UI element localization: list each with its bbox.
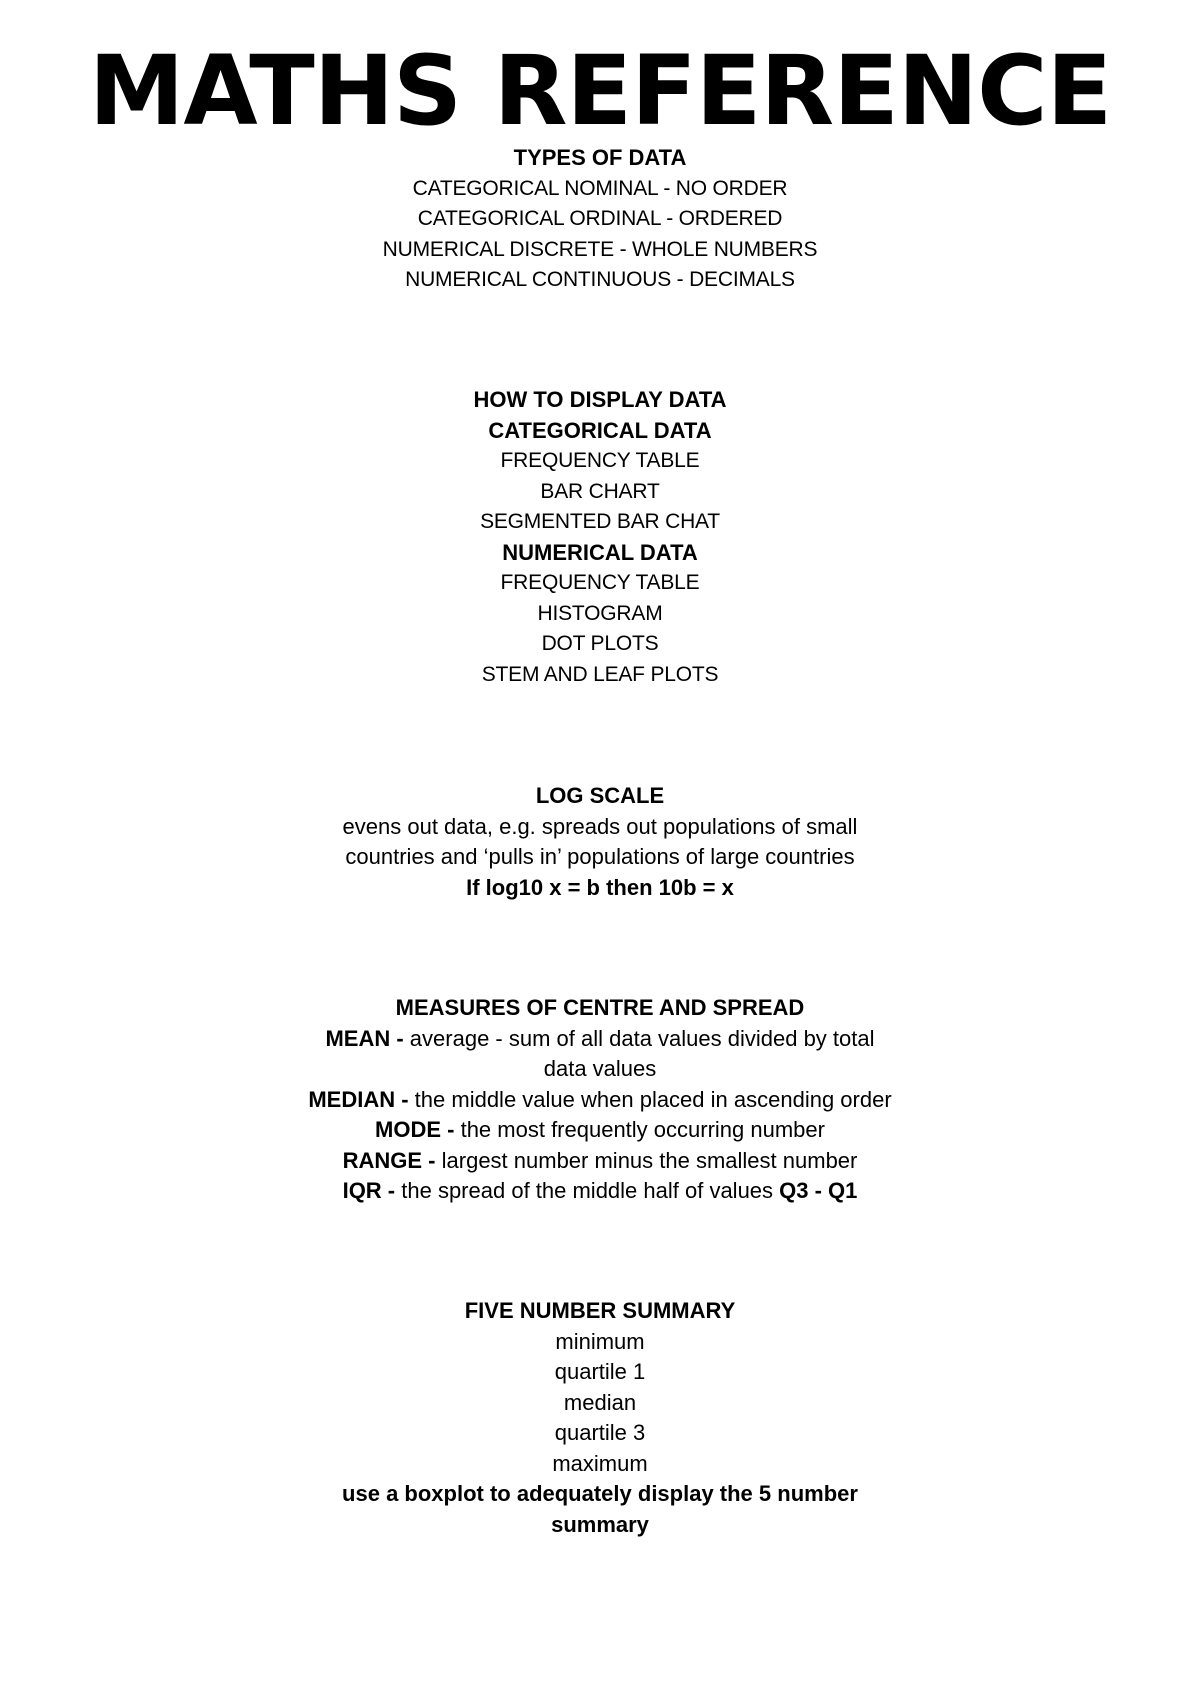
range-definition xyxy=(0,1146,1200,1177)
display-data-heading: HOW TO DISPLAY DATA xyxy=(473,387,727,412)
data-type-item: NUMERICAL CONTINUOUS - DECIMALS xyxy=(405,268,795,291)
log-scale-section xyxy=(0,781,1200,903)
types-of-data-heading: TYPES OF DATA xyxy=(513,145,687,170)
iqr-definition xyxy=(0,1176,1200,1207)
categorical-display-item: FREQUENCY TABLE xyxy=(500,449,700,472)
mean-text: average - sum of all data values divided by total xyxy=(403,1025,875,1051)
data-type-item: CATEGORICAL NOMINAL - NO ORDER xyxy=(412,176,788,200)
numerical-display-item: HISTOGRAM xyxy=(537,601,663,625)
types-of-data-section xyxy=(0,143,1200,296)
data-type-item: NUMERICAL DISCRETE - WHOLE NUMBERS xyxy=(382,237,818,261)
summary-item: maximum xyxy=(552,1450,648,1476)
categorical-data-heading: CATEGORICAL DATA xyxy=(488,417,712,443)
numerical-display-item: STEM AND LEAF PLOTS xyxy=(481,662,719,686)
mean-definition-continued: data values xyxy=(543,1056,657,1081)
summary-item: quartile 3 xyxy=(554,1420,646,1445)
mean-term: MEAN - xyxy=(325,1025,404,1051)
numerical-display-item: DOT PLOTS xyxy=(541,632,659,655)
iqr-formula: Q3 - Q1 xyxy=(779,1178,858,1203)
log-scale-description: countries and ‘pulls in’ populations of large countries xyxy=(345,844,855,869)
median-definition xyxy=(0,1085,1200,1116)
display-data-section xyxy=(0,385,1200,690)
summary-item: median xyxy=(563,1389,637,1415)
range-text: largest number minus the smallest number xyxy=(435,1147,858,1173)
mean-definition xyxy=(0,1024,1200,1055)
median-text: the middle value when placed in ascending order xyxy=(408,1086,892,1112)
log-scale-description: evens out data, e.g. spreads out populations of small xyxy=(342,813,858,839)
centre-spread-heading: MEASURES OF CENTRE AND SPREAD xyxy=(395,995,805,1020)
median-term: MEDIAN - xyxy=(308,1086,409,1112)
page-title: MATHS REFERENCE xyxy=(88,35,1112,147)
five-number-summary-section xyxy=(0,1296,1200,1540)
boxplot-note-continued: summary xyxy=(551,1511,649,1537)
range-term: RANGE - xyxy=(342,1147,436,1173)
five-number-summary-heading: FIVE NUMBER SUMMARY xyxy=(464,1298,736,1323)
log-scale-rule: If log10 x = b then 10b = x xyxy=(466,874,734,900)
mode-text: the most frequently occurring number xyxy=(454,1117,825,1142)
iqr-term: IQR - xyxy=(342,1178,396,1203)
centre-spread-section xyxy=(0,993,1200,1207)
numerical-display-item: FREQUENCY TABLE xyxy=(500,571,700,594)
summary-item: minimum xyxy=(555,1328,645,1354)
data-type-item: CATEGORICAL ORDINAL - ORDERED xyxy=(417,207,783,230)
categorical-display-item: BAR CHART xyxy=(540,479,660,503)
numerical-data-heading: NUMERICAL DATA xyxy=(502,539,698,565)
boxplot-note: use a boxplot to adequately display the 5 number xyxy=(342,1481,858,1506)
mode-definition xyxy=(0,1115,1200,1146)
iqr-text: the spread of the middle half of values xyxy=(395,1178,780,1203)
summary-item: quartile 1 xyxy=(554,1359,646,1384)
mode-term: MODE - xyxy=(375,1117,455,1142)
log-scale-heading: LOG SCALE xyxy=(535,783,665,808)
categorical-display-item: SEGMENTED BAR CHAT xyxy=(480,510,720,533)
